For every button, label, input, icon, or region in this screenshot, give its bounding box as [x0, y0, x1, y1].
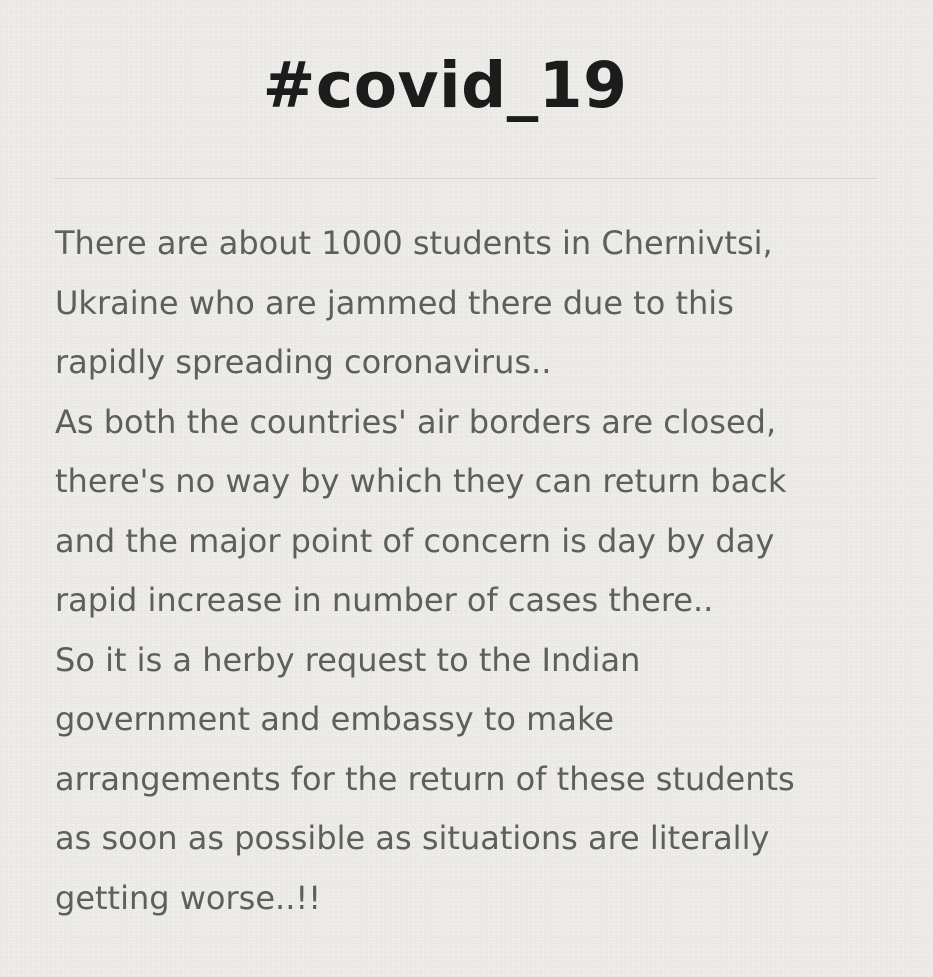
note-line: getting worse..!!	[55, 878, 322, 917]
note-line: rapidly spreading coronavirus..	[55, 343, 552, 381]
note-line: there's no way by which they can return back	[55, 462, 787, 500]
note-line: and the major point of concern is day by day	[55, 521, 775, 560]
note-line: arrangements for the return of these students	[55, 759, 795, 798]
note-body	[55, 214, 915, 928]
note-title: #covid_19	[262, 49, 628, 122]
note-line: So it is a herby request to the Indian	[55, 640, 641, 679]
title-divider	[54, 178, 878, 179]
note-line: government and embassy to make	[55, 700, 615, 738]
note-line: There are about 1000 students in Chernivtsi,	[55, 224, 773, 262]
note-line: Ukraine who are jammed there due to this	[55, 283, 734, 322]
note-line: As both the countries' air borders are closed,	[55, 402, 777, 441]
note-line: rapid increase in number of cases there..	[55, 581, 714, 619]
note-line: as soon as possible as situations are literally	[55, 819, 770, 857]
